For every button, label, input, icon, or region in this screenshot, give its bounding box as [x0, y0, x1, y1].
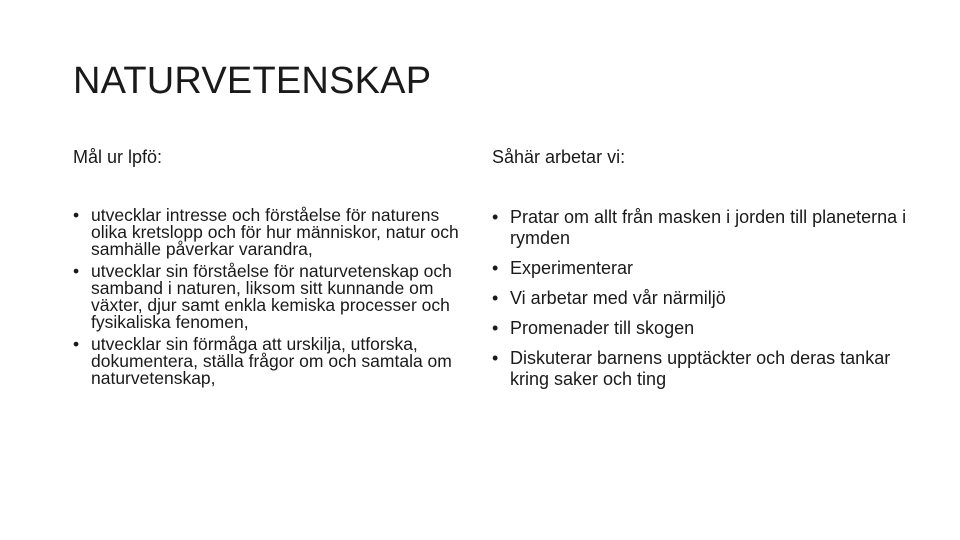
bullet-icon: •	[492, 348, 499, 368]
bullet-icon: •	[73, 205, 80, 225]
goals-list	[73, 207, 473, 387]
practice-text: Pratar om allt från masken i jorden till planeterna i rymden	[510, 207, 907, 248]
bullet-icon: •	[492, 288, 499, 308]
list-item	[492, 318, 912, 339]
goal-text: utvecklar intresse och förståelse för naturens olika kretslopp och för hur människor, natur och samhälle påverkar varandra,	[91, 205, 459, 259]
left-column-heading: Mål ur lpfö:	[73, 147, 163, 167]
list-item	[492, 348, 912, 390]
list-item	[73, 263, 473, 331]
bullet-icon: •	[492, 318, 499, 338]
bullet-icon: •	[492, 207, 499, 227]
bullet-icon: •	[492, 258, 499, 278]
goal-text: utvecklar sin förståelse för naturvetenskap och samband i naturen, liksom sitt kunnande om växter, djur samt enkla kemiska processer och fysikaliska fenomen,	[91, 261, 452, 332]
right-column-heading: Såhär arbetar vi:	[492, 147, 626, 167]
practice-text: Experimenterar	[510, 258, 634, 278]
list-item	[492, 207, 912, 249]
practices-list	[492, 207, 912, 390]
list-item	[492, 258, 912, 279]
list-item	[492, 288, 912, 309]
practice-text: Promenader till skogen	[510, 318, 695, 338]
left-column	[73, 145, 473, 392]
practice-text: Diskuterar barnens upptäckter och deras tankar kring saker och ting	[510, 348, 891, 389]
practice-text: Vi arbetar med vår närmiljö	[510, 288, 726, 308]
bullet-icon: •	[73, 261, 80, 281]
list-item	[73, 336, 473, 387]
right-column	[492, 145, 912, 399]
goal-text: utvecklar sin förmåga att urskilja, utforska, dokumentera, ställa frågor om och samtala om naturvetenskap,	[91, 334, 452, 388]
bullet-icon: •	[73, 334, 80, 354]
list-item	[73, 207, 473, 258]
slide-title: NATURVETENSKAP	[73, 60, 432, 102]
